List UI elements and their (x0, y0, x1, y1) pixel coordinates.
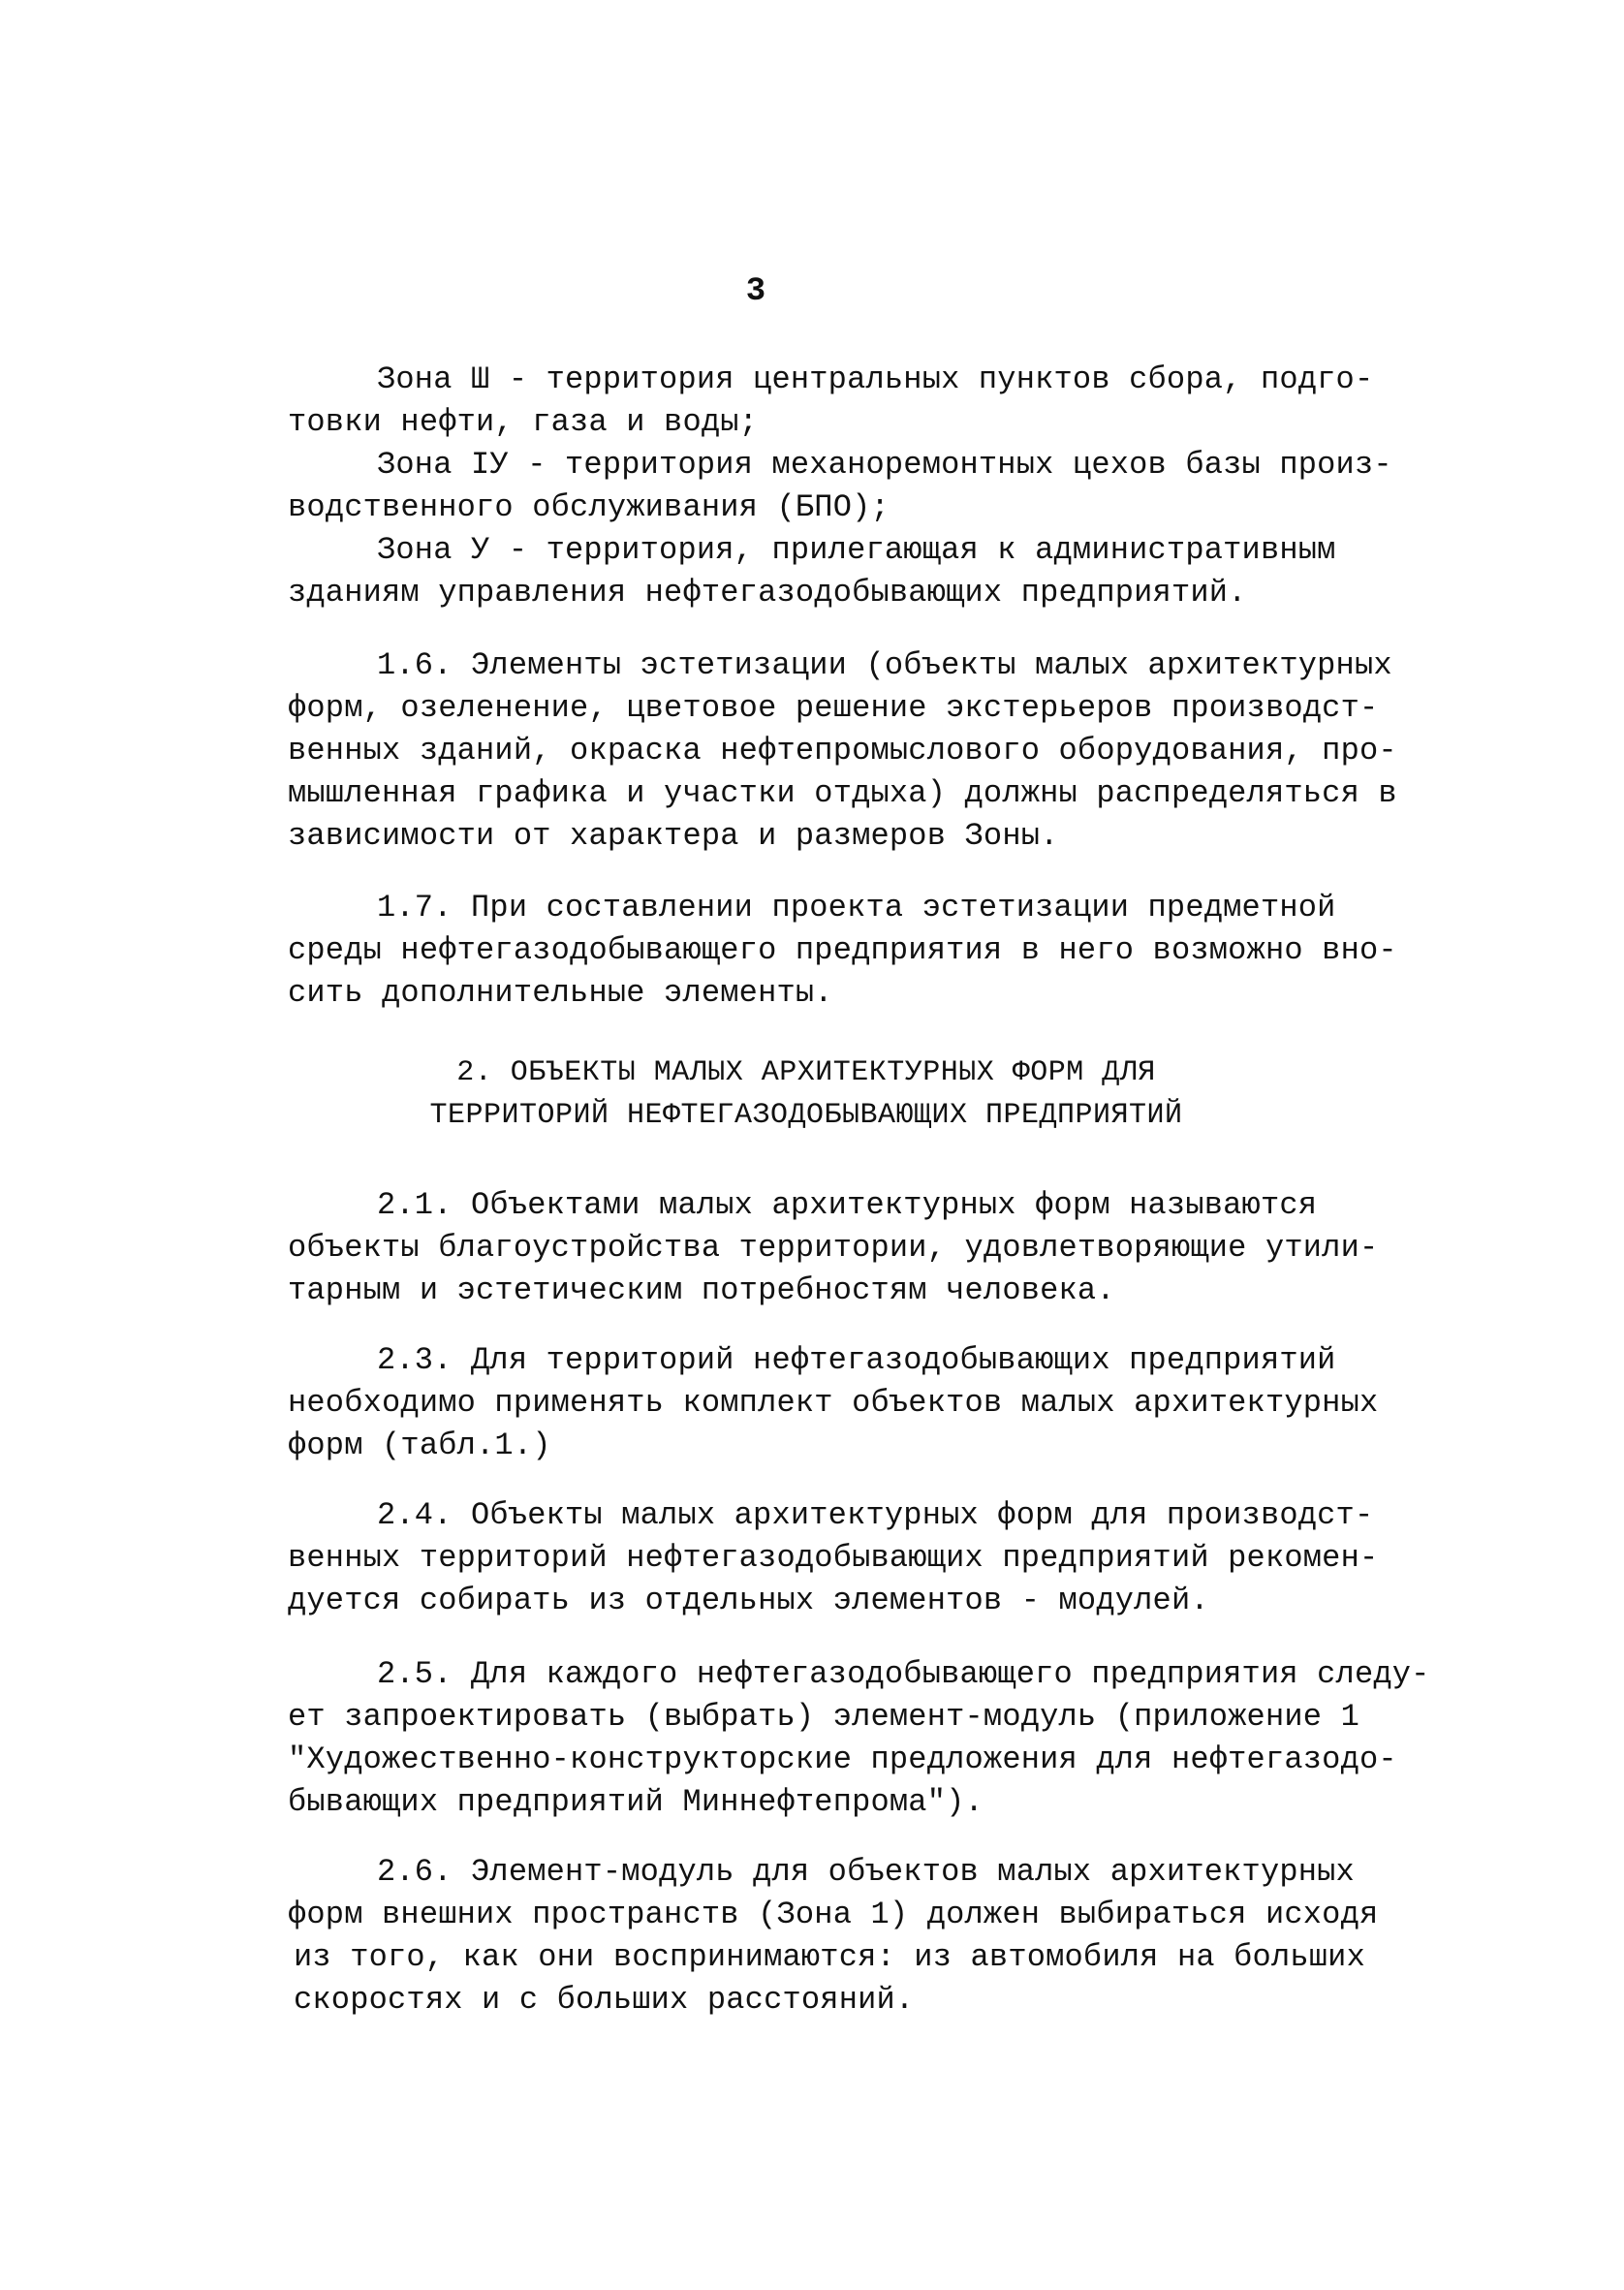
heading-line: 2. ОБЪЕКТЫ МАЛЫХ АРХИТЕКТУРНЫХ ФОРМ ДЛЯ (456, 1056, 1156, 1089)
text-line: объекты благоустройства территории, удовлетворяющие утили- (288, 1230, 1379, 1266)
text-line: 2.6. Элемент-модуль для объектов малых архитектурных (377, 1854, 1355, 1890)
text-line: сить дополнительные элементы. (288, 975, 833, 1011)
paragraph-1-6 (288, 644, 1397, 858)
text-line: 2.3. Для территорий нефтегазодобывающих предприятий (377, 1342, 1336, 1378)
text-line: водственного обслуживания (БПО); (288, 489, 890, 525)
text-line: форм, озеленение, цветовое решение экстерьеров производст- (288, 690, 1379, 726)
text-line: скоростях и с больших расстояний. (294, 1982, 915, 2018)
heading-line: ТЕРРИТОРИЙ НЕФТЕГАЗОДОБЫВАЮЩИХ ПРЕДПРИЯТИЙ (429, 1099, 1183, 1132)
text-line: дуется собирать из отдельных элементов - модулей. (288, 1583, 1209, 1618)
text-line: ет запроектировать (выбрать) элемент-модуль (приложение 1 (288, 1699, 1359, 1735)
text-line: 1.7. При составлении проекта эстетизации предметной (377, 890, 1336, 925)
text-line: "Художественно-конструкторские предложения для нефтегазодо- (288, 1741, 1397, 1777)
text-line: зависимости от характера и размеров Зоны. (288, 818, 1059, 854)
text-line: мышленная графика и участки отдыха) должны распределяться в (288, 775, 1397, 811)
text-line: товки нефти, газа и воды; (288, 404, 759, 440)
text-line: среды нефтегазодобывающего предприятия в него возможно вно- (288, 932, 1397, 968)
paragraph-1-7 (288, 887, 1397, 1015)
paragraph-2-6 (288, 1851, 1379, 2022)
text-line: Зона Ш - территория центральных пунктов сбора, подго- (377, 361, 1374, 397)
text-line: 2.1. Объектами малых архитектурных форм называются (377, 1187, 1318, 1223)
text-line: тарным и эстетическим потребностям человека. (288, 1272, 1115, 1308)
text-line: 2.4. Объекты малых архитектурных форм для производст- (377, 1497, 1374, 1533)
text-line: зданиям управления нефтегазодобывающих предприятий. (288, 575, 1247, 611)
text-line: 2.5. Для каждого нефтегазодобывающего предприятия следу- (377, 1656, 1430, 1692)
text-line: 1.6. Элементы эстетизации (объекты малых архитектурных (377, 647, 1392, 683)
text-line: Зона ІУ - территория механоремонтных цехов базы произ- (377, 447, 1392, 483)
paragraph-2-1 (288, 1184, 1379, 1312)
text-line: из того, как они воспринимаются: из автомобиля на больших (294, 1939, 1365, 1975)
page-number: 3 (745, 273, 766, 310)
text-line: венных зданий, окраска нефтепромыслового оборудования, про- (288, 733, 1397, 769)
text-line: форм (табл.1.) (288, 1427, 551, 1463)
text-line: Зона У - территория, прилегающая к административным (377, 532, 1336, 568)
paragraph-2-4 (288, 1494, 1379, 1622)
paragraph-2-3 (288, 1339, 1379, 1467)
text-line: бывающих предприятий Миннефтепрома"). (288, 1784, 984, 1820)
text-line: форм внешних пространств (Зона 1) должен выбираться исходя (288, 1897, 1379, 1932)
text-line: венных территорий нефтегазодобывающих предприятий рекомен- (288, 1540, 1379, 1576)
text-line: необходимо применять комплект объектов малых архитектурных (288, 1385, 1379, 1421)
zones-block (288, 359, 1392, 614)
paragraph-2-5 (288, 1653, 1430, 1824)
section-heading (288, 1051, 1325, 1137)
